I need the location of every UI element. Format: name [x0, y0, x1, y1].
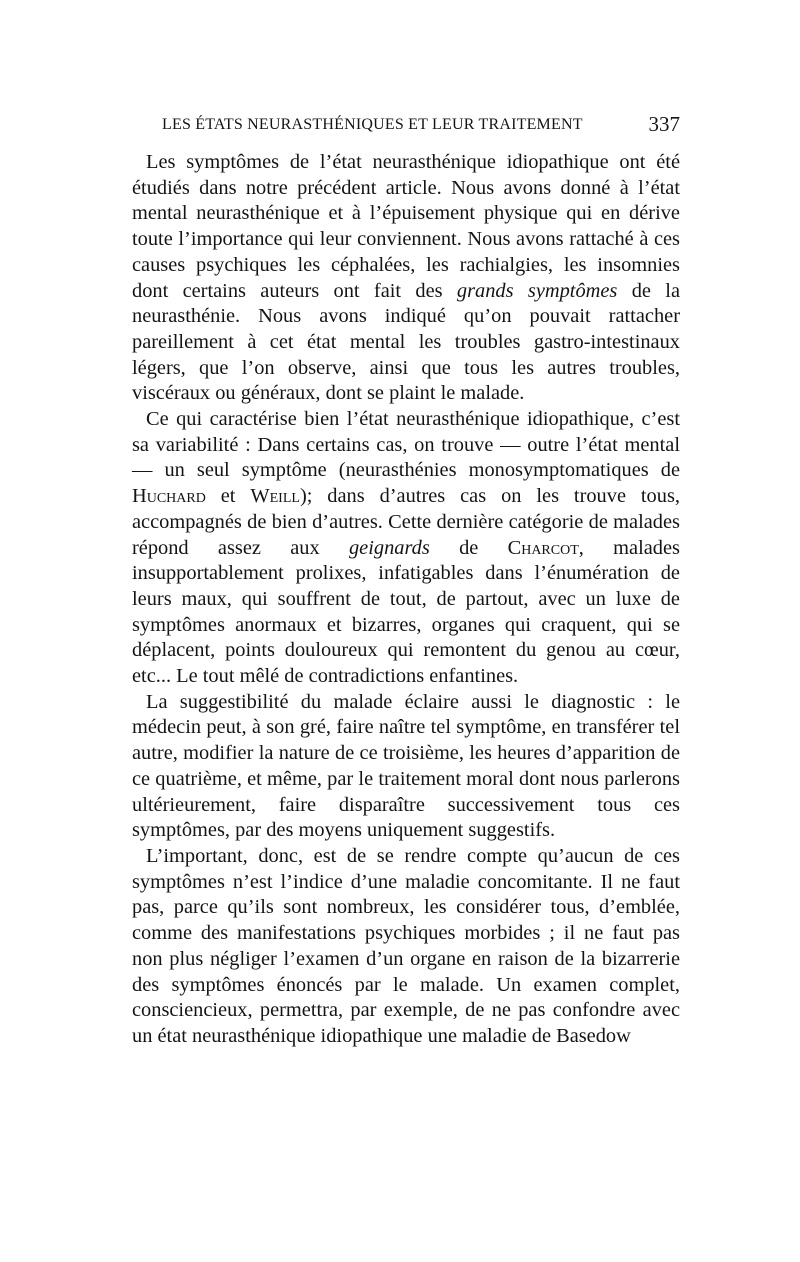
author-huchard: Huchard	[132, 485, 206, 508]
paragraph-2-text-4: de	[429, 536, 508, 559]
paragraph-1-text-2: de la neurasthénie. Nous avons indiqué qu’on pouvait rattacher pareillement à cet état mental les troubles gastro-intestinaux légers, que l’on observe, ainsi que tous les autres troubles, viscéraux ou généraux, dont se plaint le malade.	[132, 279, 680, 405]
paragraph-2	[132, 407, 680, 690]
author-weill: Weill	[250, 485, 300, 508]
running-title: LES ÉTATS NEURASTHÉNIQUES ET LEUR TRAITEMENT	[162, 116, 583, 133]
paragraph-1	[132, 150, 680, 407]
paragraph-2-text-2: et	[205, 485, 251, 508]
paragraph-4-text-1: L’important, donc, est de se rendre compte qu’aucun de ces symptômes n’est l’indice d’une maladie concomitante. Il ne faut pas, parce qu’ils sont nombreux, les considérer tous, d’emblée, comme des manifestations psychiques morbides ; il ne faut pas non plus négliger l’examen d’un organe en raison de la bizarrerie des symptômes énoncés par le malade. Un examen complet, consciencieux, permettra, par exemple, de ne pas confondre avec un état neurasthénique idiopathique une maladie de Basedow	[132, 844, 680, 1047]
author-charcot: Charcot	[507, 536, 579, 559]
running-head	[132, 112, 680, 142]
paragraph-2-text-3: ); dans d’autres cas on les trouve tous, accompagnés de bien d’autres. Cette dernière catégorie de malades répond assez aux	[132, 485, 680, 559]
paragraph-2-text-5: , malades insupportablement prolixes, infatigables dans l’énumération de leurs maux, qui souffrent de tout, de partout, avec un luxe de symptômes anormaux et bizarres, organes qui craquent, qui se déplacent, points douloureux qui remontent du genou au cœur, etc... Le tout mêlé de contradictions enfantines.	[132, 536, 680, 688]
paragraph-3-text-1: La suggestibilité du malade éclaire aussi le diagnostic : le médecin peut, à son gré, faire naître tel symptôme, en transférer tel autre, modifier la nature de ce troisième, les heures d’apparition de ce quatrième, et même, par le traitement moral dont nous parlerons ultérieurement, faire disparaître successivement tous ces symptômes, par des moyens uniquement suggestifs.	[132, 690, 680, 842]
paragraph-3	[132, 690, 680, 844]
paragraph-2-text-1: Ce qui caractérise bien l’état neurasthénique idiopathique, c’est sa variabilité : Dans certains cas, on trouve — outre l’état mental — un seul symptôme (neurasthénies monosymptomatiques de	[132, 408, 680, 482]
paragraph-1-emphasis: grands symptômes	[456, 279, 618, 302]
paragraph-4	[132, 844, 680, 1050]
page-number: 337	[648, 112, 680, 136]
book-page	[132, 112, 680, 1050]
paragraph-2-emphasis: geignards	[348, 536, 430, 559]
paragraph-1-text-1: Les symptômes de l’état neurasthénique idiopathique ont été étudiés dans notre précédent article. Nous avons donné à l’état mental neurasthénique et à l’épuisement physique qui en dérive toute l’importance qui leur conviennent. Nous avons rattaché à ces causes psychiques les céphalées, les rachialgies, les insomnies dont certains auteurs ont fait des	[132, 151, 680, 302]
